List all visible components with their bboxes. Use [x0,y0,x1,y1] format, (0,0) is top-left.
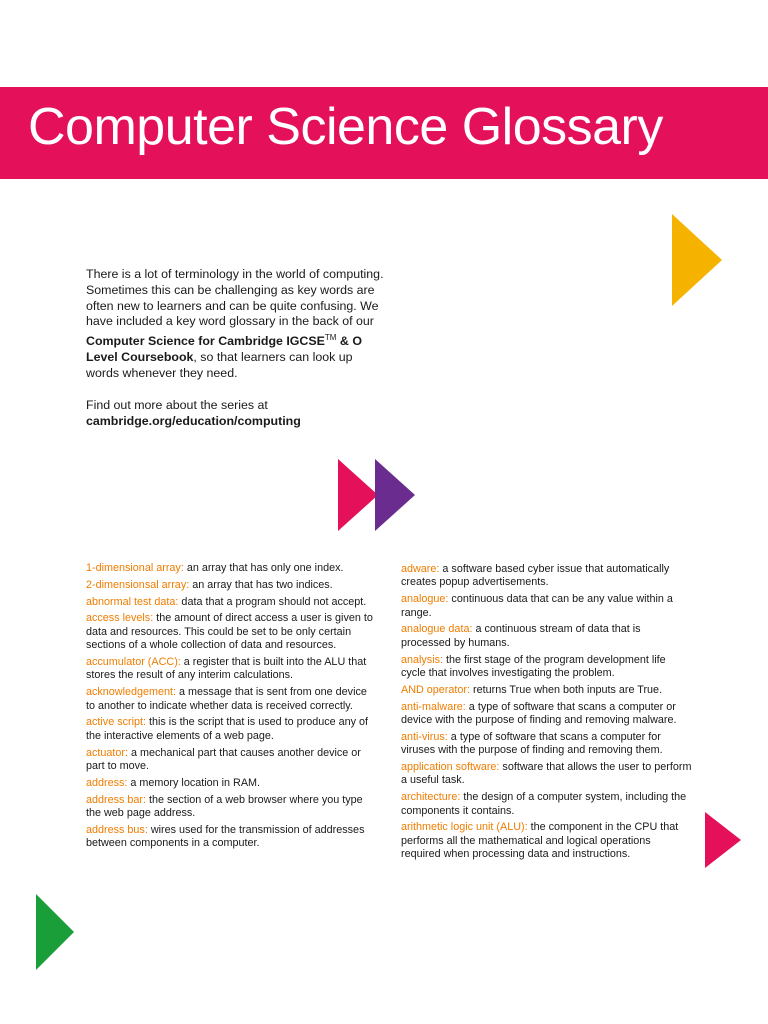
glossary-term: 2-dimensionsal array: [86,578,190,591]
glossary-entry [86,612,378,652]
glossary-term: application software: [401,761,500,774]
glossary-term: anti-virus: [401,730,448,743]
glossary-term: arithmetic logic unit (ALU): [401,821,528,834]
green-arrow-decoration [36,894,74,970]
glossary-term: adware: [401,563,440,575]
page-title: Computer Science Glossary [28,98,663,156]
glossary-entry [401,791,693,818]
glossary-definition: this is the script that is used to produce any of the interactive elements of a web page. [86,716,369,742]
glossary-term: abnormal test data: [86,595,179,608]
glossary-entry [401,563,693,590]
glossary-term: access levels: [86,612,154,625]
glossary-definition: continuous data that can be any value within a range. [401,593,673,619]
find-more-paragraph [86,398,386,430]
glossary-entry [86,579,378,592]
glossary-definition: a memory location in RAM. [127,776,261,789]
intro-part2: , so that learners can look up words whenever they need. [86,350,353,380]
glossary-entry [86,794,378,821]
glossary-definition: a continuous stream of data that is processed by humans. [401,623,641,649]
glossary-term: address bus: [86,823,148,836]
glossary-term: 1-dimensional array: [86,562,184,574]
glossary-column-right [401,563,693,865]
glossary-column-left [86,562,378,854]
glossary-entry [401,761,693,788]
glossary-entry [401,731,693,758]
glossary-definition: data that a program should not accept. [178,595,367,608]
book-title-end: & O Level Coursebook [86,334,362,365]
glossary-definition: a register that is built into the ALU that stores the result of any interim calculations. [86,656,367,682]
glossary-term: address bar: [86,793,147,806]
glossary-term: analogue data: [401,623,473,636]
title-banner [0,87,768,179]
glossary-definition: the component in the CPU that performs all the mathematical and logical operations required when processing data and instructions. [401,821,679,861]
glossary-definition: a message that is sent from one device to another to indicate whether data is received correctly. [86,686,367,712]
trademark: TM [324,333,337,343]
glossary-entry [401,701,693,728]
glossary-definition: a type of software that scans a computer or device with the purpose of finding and removing malware. [401,700,677,727]
glossary-definition: a mechanical part that causes another device or part to move. [86,746,361,773]
glossary-definition: wires used for the transmission of addresses between components in a computer. [86,823,365,850]
glossary-entry [86,686,378,713]
intro-paragraph [86,267,386,382]
glossary-definition: returns True when both inputs are True. [470,683,663,696]
pink-arrow-decoration [338,459,378,531]
glossary-term: actuator: [86,746,129,759]
intro-text [86,267,386,429]
glossary-definition: the design of a computer system, including the components it contains. [401,791,687,817]
glossary-definition: the amount of direct access a user is given to data and resources. This could be set to be only certain sections of a whole collection of data and resources. [86,612,373,652]
glossary-entry [401,654,693,681]
glossary-definition: a type of software that scans a computer for viruses with the purpose of finding and removing them. [401,730,663,757]
glossary-term: architecture: [401,791,461,804]
series-url[interactable]: cambridge.org/education/computing [86,413,301,428]
glossary-term: address: [86,776,128,789]
glossary-term: accumulator (ACC): [86,656,181,668]
glossary-entry [86,716,378,743]
glossary-entry [86,656,378,683]
glossary-entry [401,821,693,861]
glossary-definition: a software based cyber issue that automatically creates popup advertisements. [401,563,670,589]
glossary-term: acknowledgement: [86,686,177,699]
glossary-entry [401,684,693,697]
glossary-definition: the section of a web browser where you type the web page address. [86,793,363,820]
glossary-definition: an array that has two indices. [189,578,333,591]
purple-arrow-decoration [375,459,415,531]
glossary-entry [86,562,378,575]
glossary-term: analysis: [401,653,444,666]
yellow-arrow-decoration [672,214,722,306]
glossary-entry [86,747,378,774]
find-more-text: Find out more about the series at [86,397,268,412]
glossary-definition: the first stage of the program development life cycle that involves investigating the problem. [401,653,666,680]
glossary-term: AND operator: [401,683,471,696]
glossary-entry [86,824,378,851]
glossary-term: active script: [86,716,146,729]
glossary-definition: an array that has only one index. [183,562,344,574]
glossary-term: anti-malware: [401,700,466,713]
glossary-entry [401,593,693,620]
glossary-term: analogue: [401,593,449,606]
intro-part1: There is a lot of terminology in the world of computing. Sometimes this can be challenging as key words are often new to learners and can be quite confusing. We have included a key word glossary in the back of our [86,267,384,329]
glossary-entry [86,777,378,790]
glossary-definition: software that allows the user to perform a useful task. [401,761,692,787]
glossary-entry [86,596,378,609]
book-title-text: Computer Science for Cambridge IGCSE [86,334,325,349]
red-arrow-decoration [705,812,741,868]
glossary-entry [401,623,693,650]
